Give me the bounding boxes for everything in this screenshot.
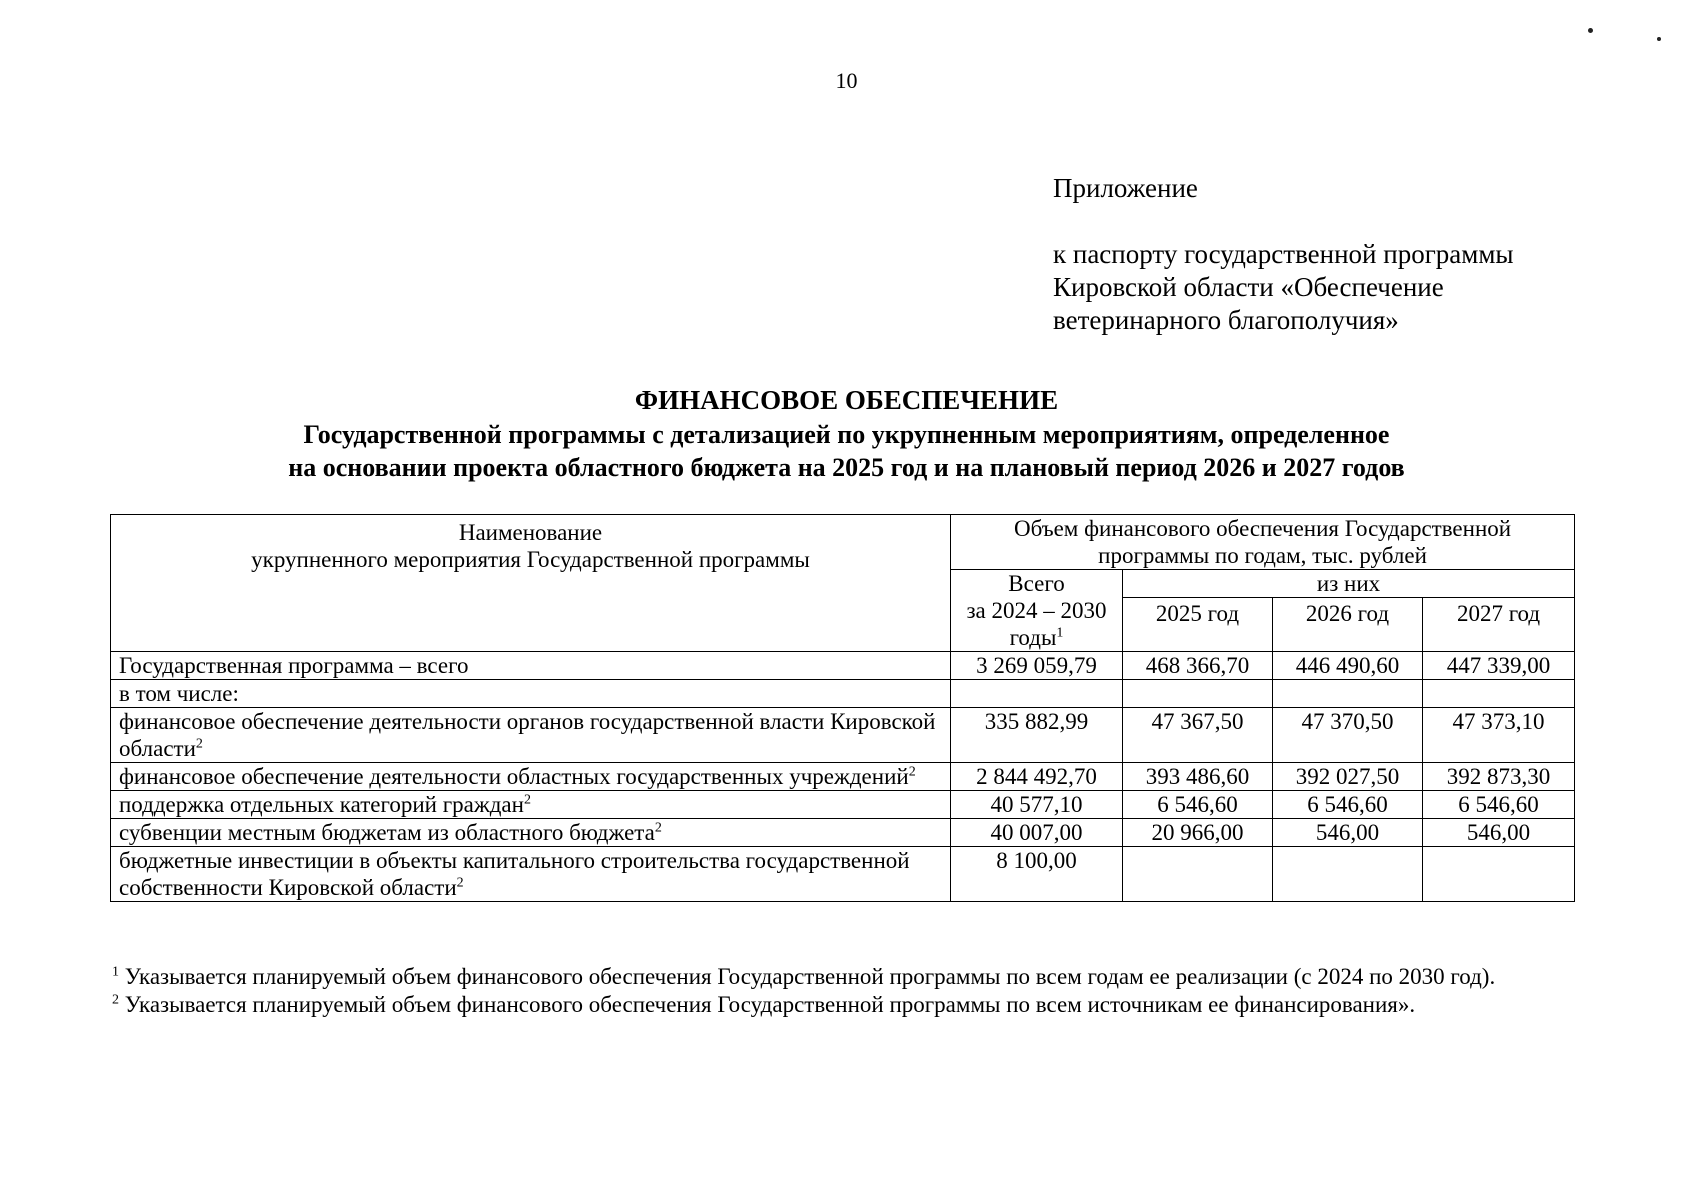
subtitle-line: на основании проекта областного бюджета на 2025 год и на плановый период 2026 и 2027 годов [288,453,1405,482]
row-total: 40 577,10 [951,791,1123,819]
row-name [111,847,951,902]
header-year-2025: 2025 год [1123,598,1273,652]
row-2025: 468 366,70 [1123,652,1273,680]
appendix-line: ветеринарного благополучия» [1053,305,1399,335]
row-name-text: субвенции местным бюджетам из областного бюджета [119,820,655,845]
subtitle-line: Государственной программы с детализацией по укрупненным мероприятиям, определенное [303,420,1390,449]
row-total: 335 882,99 [951,708,1123,763]
row-2027: 392 873,30 [1423,763,1575,791]
page-number: 10 [835,68,858,93]
row-total: 40 007,00 [951,819,1123,847]
footnote-text: Указывается планируемый объем финансового обеспечения Государственной программы по всем источникам ее финансирования». [119,992,1416,1017]
row-2027 [1423,680,1575,708]
row-total: 3 269 059,79 [951,652,1123,680]
row-2026: 392 027,50 [1273,763,1423,791]
row-2026: 446 490,60 [1273,652,1423,680]
scan-speck [1657,37,1661,41]
row-2026 [1273,680,1423,708]
header-total-text: годы [1009,625,1057,650]
footnote [112,963,1495,991]
financing-table [110,514,1575,902]
footnote-mark: 2 [112,992,119,1008]
table-row [111,680,1575,708]
row-2025 [1123,680,1273,708]
document-title: ФИНАНСОВОЕ ОБЕСПЕЧЕНИЕ [634,385,1059,415]
header-total-cell [951,570,1123,652]
table-row [111,819,1575,847]
row-2025: 393 486,60 [1123,763,1273,791]
header-name-line: Наименование [458,520,603,545]
header-of-them-cell: из них [1123,570,1575,598]
row-name-text: в том числе: [119,681,239,706]
row-2026 [1273,847,1423,902]
document-subtitle [0,418,1693,484]
appendix-lines [1053,238,1514,337]
header-year-2027: 2027 год [1423,598,1575,652]
header-volume-line: Объем финансового обеспечения Государственной [1013,516,1512,541]
appendix-line: к паспорту государственной программы [1053,239,1514,269]
header-row [111,515,1575,570]
footnote-mark: 2 [195,736,203,752]
appendix-line: Кировской области «Обеспечение [1053,272,1444,302]
footnote-mark: 1 [1056,625,1064,641]
footnote-mark: 2 [456,875,464,891]
header-name-line: укрупненного мероприятия Государственной программы [251,547,810,572]
row-name-text: финансовое обеспечение деятельности органов государственной власти Кировской области [119,709,936,761]
row-2025: 20 966,00 [1123,819,1273,847]
row-2026: 6 546,60 [1273,791,1423,819]
row-total [951,680,1123,708]
row-2025: 47 367,50 [1123,708,1273,763]
row-2025 [1123,847,1273,902]
row-name-text: Государственная программа – всего [119,653,469,678]
footnote-text: Указывается планируемый объем финансового обеспечения Государственной программы по всем годам ее реализации (с 2024 по 2030 год). [119,964,1496,989]
scan-speck [1588,28,1593,33]
row-2026: 47 370,50 [1273,708,1423,763]
row-total: 2 844 492,70 [951,763,1123,791]
row-name-text: поддержка отдельных категорий граждан [119,792,524,817]
row-name [111,708,951,763]
table-row [111,652,1575,680]
row-name [111,652,951,680]
table-row [111,763,1575,791]
footnote-mark: 2 [523,792,531,808]
row-2027: 546,00 [1423,819,1575,847]
row-name [111,763,951,791]
row-name [111,680,951,708]
row-name [111,791,951,819]
table-row [111,847,1575,902]
appendix-title: Приложение [1053,173,1198,203]
table-row [111,791,1575,819]
row-2027: 6 546,60 [1423,791,1575,819]
row-name-text: финансовое обеспечение деятельности областных государственных учреждений [119,764,909,789]
table-row [111,708,1575,763]
footnote [112,991,1495,1019]
footnote-mark: 1 [112,964,119,980]
header-volume-line: программы по годам, тыс. рублей [1098,543,1427,568]
row-name [111,819,951,847]
header-volume-cell [951,515,1575,570]
footnote-mark: 2 [654,820,662,836]
header-total-line: Всего [1008,571,1065,596]
row-2027: 447 339,00 [1423,652,1575,680]
row-name-text: бюджетные инвестиции в объекты капитального строительства государственной собственности Кировской области [119,848,910,900]
row-2025: 6 546,60 [1123,791,1273,819]
footnote-mark: 2 [908,764,916,780]
header-total-line [957,624,1116,651]
row-2027: 47 373,10 [1423,708,1575,763]
header-total-line: за 2024 – 2030 [966,598,1107,623]
row-2027 [1423,847,1575,902]
header-name-cell [111,515,951,652]
row-2026: 546,00 [1273,819,1423,847]
header-year-2026: 2026 год [1273,598,1423,652]
row-total: 8 100,00 [951,847,1123,902]
footnotes [112,963,1495,1019]
